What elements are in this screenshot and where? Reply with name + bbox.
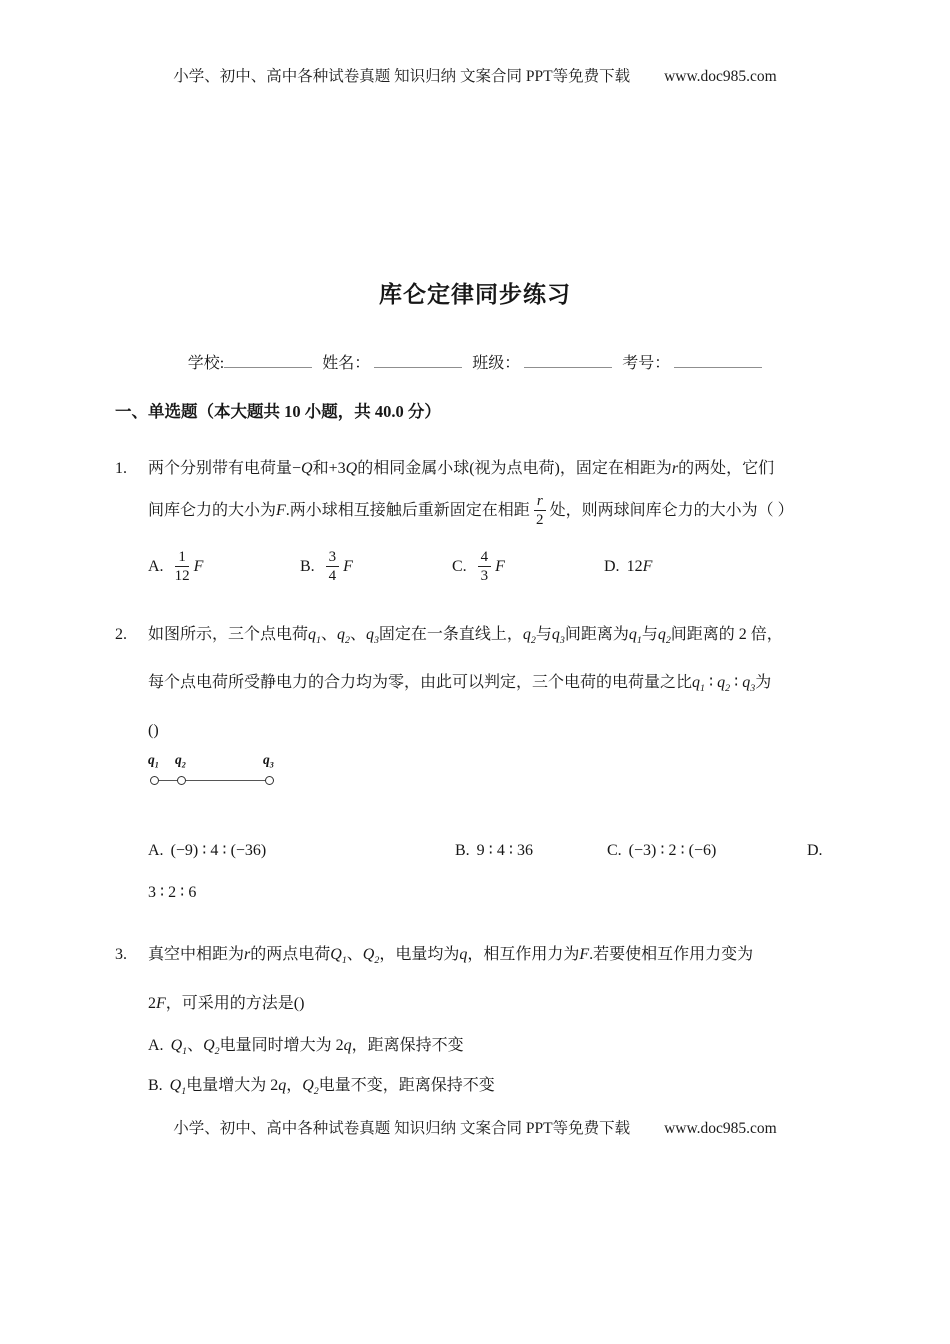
math-variable: F xyxy=(495,558,505,575)
question-text-run: 与 xyxy=(535,626,552,643)
math-variable: r xyxy=(671,460,679,477)
question xyxy=(115,448,837,588)
charge-label: $q_2$ xyxy=(175,752,186,771)
option-d xyxy=(807,830,830,872)
main-content xyxy=(115,398,837,1109)
name-field xyxy=(322,350,462,373)
questions xyxy=(115,448,837,1109)
question-text-run: 、 xyxy=(349,626,366,643)
charge-label: $q_3$ xyxy=(263,752,274,771)
option-label: A. xyxy=(148,1036,164,1054)
math-variable: F xyxy=(343,558,353,575)
option-label: C. xyxy=(607,842,622,860)
question-text-run: 的相同金属小球(视为点电荷)，固定在相距为 xyxy=(357,460,672,477)
option-label: B. xyxy=(300,558,315,575)
question-text-run: ，电量均为 xyxy=(379,946,460,964)
math-literal: 2 xyxy=(335,1036,344,1054)
option-label: D. xyxy=(604,558,620,575)
question-text-run: 固定在一条直线上， xyxy=(378,626,523,643)
question-text xyxy=(148,448,837,532)
option-b xyxy=(455,830,607,872)
math-variable: q xyxy=(278,1076,287,1094)
name-label: 姓名： xyxy=(322,355,371,372)
math-variable: $q_2$ xyxy=(657,626,671,647)
math-variable: $q_3$ xyxy=(365,626,379,647)
question-body xyxy=(148,448,837,588)
footer-promo-text: 小学、初中、高中各种试卷真题 知识归纳 文案合同 PPT等免费下载 xyxy=(173,1120,631,1137)
school-label: 学校: xyxy=(187,355,225,372)
fraction xyxy=(175,549,190,586)
option-label: D. xyxy=(807,842,823,860)
figure-line xyxy=(153,780,274,781)
math-variable: Q xyxy=(301,460,313,477)
math-variable: $q_1$ xyxy=(628,626,642,647)
exam-number-blank xyxy=(674,351,762,368)
school-field xyxy=(188,350,312,373)
question-text-run: 电量增大为 xyxy=(186,1076,271,1094)
question-text-run: .若要使相互作用力变为 xyxy=(589,946,754,964)
math-literal: 2 xyxy=(738,626,747,643)
footer-site-url: www.doc985.com xyxy=(664,1120,777,1137)
fraction xyxy=(478,549,492,586)
question-text-run: 间距离的 xyxy=(670,626,739,643)
math-variable: F xyxy=(642,558,653,575)
math-variable: $Q_1$ xyxy=(169,1076,187,1097)
header-site-url: www.doc985.com xyxy=(664,68,777,85)
question-text-run: 、 xyxy=(187,1036,204,1054)
math-variable: F xyxy=(156,994,166,1012)
question xyxy=(115,614,837,914)
option-d xyxy=(604,546,652,588)
question-text-run: ，相互作用力为 xyxy=(467,946,580,964)
math-literal: +3 xyxy=(328,460,346,477)
charges-figure xyxy=(150,754,290,790)
math-variable: $q_3$ xyxy=(551,626,565,647)
math-variable: Q xyxy=(345,460,358,477)
option-a xyxy=(148,830,455,872)
student-info-form xyxy=(0,350,950,373)
math-variable: F xyxy=(276,502,286,519)
question-number: 1. xyxy=(115,460,127,477)
math-variable: $q_1$ xyxy=(308,626,321,647)
question-text-run: 、 xyxy=(320,626,337,643)
math-variable: $Q_1$ xyxy=(170,1036,188,1057)
math-literal: 12 xyxy=(626,558,643,575)
question-text-run: 间库仑力的大小为 xyxy=(148,502,277,519)
option-label: B. xyxy=(148,1076,163,1094)
option-label: C. xyxy=(452,558,467,575)
math-variable: $q_1$ xyxy=(692,674,705,695)
math-variable: F xyxy=(579,946,590,964)
math-literal: 3 ∶ 2 ∶ 6 xyxy=(148,884,197,902)
charge-circle xyxy=(265,776,274,785)
question-text-run: ∶ xyxy=(704,674,718,692)
option-label: B. xyxy=(455,842,470,860)
question-text-run: 、 xyxy=(346,946,363,964)
math-variable: F xyxy=(193,558,204,575)
question-text-run: 间距离为 xyxy=(564,626,629,643)
question-text-run: ∶ xyxy=(730,674,743,692)
header-promo-text: 小学、初中、高中各种试卷真题 知识归纳 文案合同 PPT等免费下载 xyxy=(173,68,631,85)
math-literal: (−3) ∶ 2 ∶ (−6) xyxy=(628,842,717,860)
document-title: 库仑定律同步练习 xyxy=(379,282,571,307)
math-variable: q xyxy=(343,1036,352,1054)
options-row xyxy=(148,1069,837,1109)
question-body xyxy=(148,614,837,914)
option-b xyxy=(300,546,452,588)
section-heading: 一、单选题（本大题共 10 小题，共 40.0 分） xyxy=(115,402,441,421)
question-text-run: 两个分别带有电荷量 xyxy=(148,460,293,477)
option-a xyxy=(148,1029,464,1069)
math-variable: $Q_2$ xyxy=(362,946,380,967)
math-literal: − xyxy=(292,460,302,477)
math-literal: 2 xyxy=(270,1076,279,1094)
math-variable: $q_2$ xyxy=(336,626,350,647)
math-literal: () xyxy=(293,994,305,1012)
question-text-run: 电量同时增大为 xyxy=(219,1036,336,1054)
math-variable: q xyxy=(459,946,468,964)
school-blank xyxy=(224,351,312,368)
option-c xyxy=(452,546,604,588)
name-blank xyxy=(374,351,462,368)
question-text-run: 如图所示，三个点电荷 xyxy=(148,626,309,643)
math-literal: 2 xyxy=(148,994,156,1012)
math-variable: r xyxy=(244,946,251,964)
exam-number-field xyxy=(622,350,762,373)
math-variable: $q_3$ xyxy=(742,674,756,695)
charge-circle xyxy=(177,776,186,785)
option-label: A. xyxy=(148,842,164,860)
question-text-run: 真空中相距为 xyxy=(148,946,245,964)
math-variable: $q_2$ xyxy=(522,626,536,647)
options-row xyxy=(148,1029,837,1069)
option-c xyxy=(607,830,807,872)
fraction-numerator: 4 xyxy=(478,549,492,567)
fraction-numerator: 1 xyxy=(175,549,189,567)
question-text-run: 和 xyxy=(312,460,329,477)
question-text-run: 倍， xyxy=(746,626,783,643)
fraction-denominator: 3 xyxy=(480,568,489,585)
question-text-run: 每个点电荷所受静电力的合力均为零，由此可以判定，三个电荷的电荷量之比 xyxy=(148,674,693,692)
question-text-run: 处，则两球间库仑力的大小为 xyxy=(549,502,758,519)
exam-number-label: 考号： xyxy=(622,355,671,372)
charge-circle xyxy=(150,776,159,785)
question xyxy=(115,934,837,1109)
question-text xyxy=(148,934,837,1024)
question-number: 2. xyxy=(115,626,127,643)
fraction-denominator: 2 xyxy=(535,512,544,529)
options-row xyxy=(148,830,837,872)
fraction-numerator: r xyxy=(534,493,546,511)
option-a xyxy=(148,546,300,588)
options-row xyxy=(148,546,837,588)
option-label: A. xyxy=(148,558,164,575)
option-continuation xyxy=(148,872,196,914)
math-variable: $q_2$ xyxy=(717,674,731,695)
question-number: 3. xyxy=(115,946,127,964)
question-text-run: 电量不变，距离保持不变 xyxy=(318,1076,495,1094)
page-footer xyxy=(0,1116,950,1138)
class-blank xyxy=(524,351,612,368)
question-text-run: 的两点电荷 xyxy=(250,946,331,964)
class-field xyxy=(472,350,612,373)
fraction xyxy=(326,549,340,586)
question-text-run: 的两处，它们 xyxy=(678,460,775,477)
math-variable: $Q_1$ xyxy=(330,946,347,967)
question-text-run: ，可采用的方法是 xyxy=(165,994,294,1012)
class-label: 班级： xyxy=(472,355,521,372)
options-row xyxy=(148,872,837,914)
question-text-run: 与 xyxy=(641,626,658,643)
math-literal: 9 ∶ 4 ∶ 36 xyxy=(476,842,533,860)
option-b xyxy=(148,1069,495,1109)
math-variable: $Q_2$ xyxy=(302,1076,319,1097)
question-text-run: ， xyxy=(286,1076,303,1094)
question-text xyxy=(148,614,837,752)
math-variable: $Q_2$ xyxy=(203,1036,220,1057)
question-body xyxy=(148,934,837,1109)
fraction-denominator: 4 xyxy=(328,568,337,585)
fraction xyxy=(534,493,546,530)
page-header xyxy=(0,64,950,86)
fraction-numerator: 3 xyxy=(326,549,340,567)
charge-label: $q_1$ xyxy=(148,752,159,771)
question-text-run: .两小球相互接触后重新固定在相距 xyxy=(285,502,530,519)
math-literal: () xyxy=(148,722,159,740)
math-literal: （ ） xyxy=(757,502,794,519)
math-literal: (−9) ∶ 4 ∶ (−36) xyxy=(170,842,267,860)
fraction-denominator: 12 xyxy=(174,568,190,585)
question-text-run: ，距离保持不变 xyxy=(351,1036,464,1054)
question-text-run: 为 xyxy=(755,674,772,692)
